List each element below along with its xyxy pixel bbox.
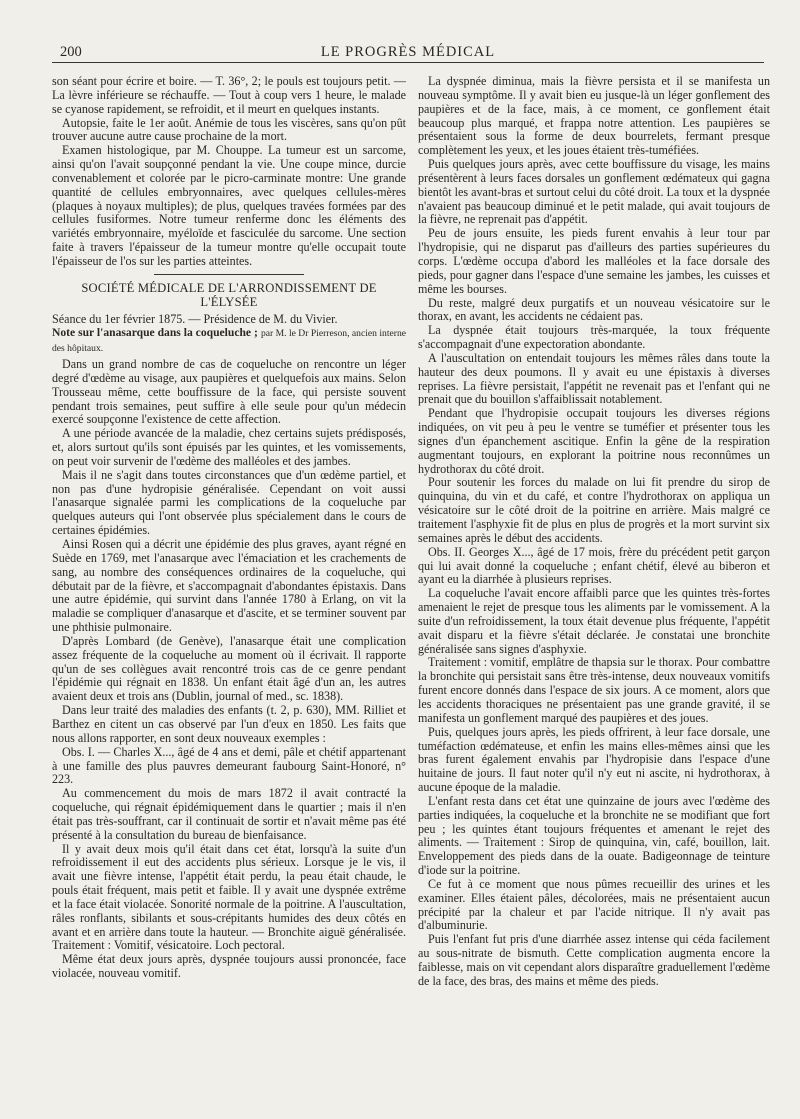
paragraph: Peu de jours ensuite, les pieds furent envahis à leur tour par l'hydropisie, qui ne disparut pas d'ailleurs des parties supérieures du corps. L'œdème occupa d'abord les malléoles et la face dorsale des pieds, pour gagner dans l'espace d'une semaine les jambes, les cuisses et même les bourses. xyxy=(418,226,770,296)
paragraph: Ce fut à ce moment que nous pûmes recueillir des urines et les examiner. Elles étaient pâles, décolorées, mais ne présentaient aucun précipité par la chaleur et par l'acide nitrique. Il n'y avait pas d'albuminurie. xyxy=(418,876,770,933)
right-column xyxy=(418,75,770,989)
left-column xyxy=(52,75,406,981)
paragraph: Traitement : vomitif, emplâtre de thapsia sur le thorax. Pour combattre la bronchite qui persistait sans être très-intense, deux nouveaux vomitifs furent encore donnés dans l'espace de six jours. A ce moment, alors que les accidents thoraciques ne présentaient pas une grande gravité, il se manifesta un gonflement marqué des paupières et des joues. xyxy=(418,655,770,725)
paragraph: Puis l'enfant fut pris d'une diarrhée assez intense qui céda facilement au sous-nitrate de bismuth. Cette complication augmenta encore la faiblesse, mais on vit cependant alors disparaître graduellement l'œdème de la face, des bras, des mains et même des pieds. xyxy=(418,932,770,988)
page-header xyxy=(52,38,764,63)
paragraph: Dans un grand nombre de cas de coqueluche on rencontre un léger degré d'œdème au visage, aux paupières et quelquefois aux mains. Selon Trousseau même, cette bouffissure de la face, qui persiste souvent pendant trois semaines, peut suffire à elle seule pour qu'un médecin exercé soupçonne l'existence de cette affection. xyxy=(52,357,406,427)
paragraph: Examen histologique, par M. Chouppe. La tumeur est un sarcome, ainsi qu'on l'avait soupçonné pendant la vie. Une coupe mince, durcie convenablement et colorée par le picro-carminate montre: Une grande quantité de cellules embryonnaires, avec quelques cellules-mères (plaques à noyaux multiples); de plus, quelques travées formées par des cellules fusiformes. Notre tumeur renferme donc les éléments des variétés embryonnaire, myéloïde et fasciculée du sarcome. Une section faite à travers l'épaisseur de la tumeur montre qu'elle occupait toute l'épaisseur de l'os sur les parties atteintes. xyxy=(52,143,406,268)
section-divider xyxy=(154,274,304,275)
note-heading xyxy=(52,326,406,356)
paragraph: son séant pour écrire et boire. — T. 36°, 2; le pouls est toujours petit. — La lèvre inférieure se réchauffe. — Tout à coup vers 1 heure, le malade se cyanose rapidement, se refroidit, et il meurt en quelques instants. xyxy=(52,74,406,116)
paragraph: A une période avancée de la maladie, chez certains sujets prédisposés, et, alors surtout qu'ils sont épuisés par les quintes, et les vomissements, on peut voir survenir de l'œdème des malléoles et des jambes. xyxy=(52,426,406,468)
paragraph: L'enfant resta dans cet état une quinzaine de jours avec l'œdème des parties indiquées, la coqueluche et la bronchite ne se modifiant que fort peu ; les quintes étant toujours fréquentes et amenant le rejet des aliments. — Traitement : Sirop de quinquina, vin, café, bouillon, lait. Enveloppement des pieds dans de la ouate. Badigeonnage de teinture d'iode sur la poitrine. xyxy=(418,793,770,878)
paragraph: Puis quelques jours après, avec cette bouffissure du visage, les mains présentèrent à leurs faces dorsales un gonflement œdémateux qui gagna bientôt les avant-bras et surtout celui du côté droit. La toux et la dyspnée n'avaient pas beaucoup diminué et le petit malade, qui avait toujours de la fièvre, ne reprenait pas d'appétit. xyxy=(418,157,770,227)
paragraph: Obs. I. — Charles X..., âgé de 4 ans et demi, pâle et chétif appartenant à une famille des plus pauvres demeurant faubourg Saint-Honoré, n° 223. xyxy=(52,744,406,787)
note-author: par M. le Dr Pierreson, ancien interne des hôpitaux. xyxy=(52,328,407,355)
journal-title: LE PROGRÈS MÉDICAL xyxy=(320,44,496,60)
paragraph: Pendant que l'hydropisie occupait toujours les diverses régions indiquées, on vit peu à peu le ventre se tuméfier et présenter tous les signes d'un épanchement ascitique. Enfin la gêne de la respiration augmentant toujours, en explorant la poitrine nous reconnûmes un hydrothorax du côté droit. xyxy=(418,406,770,476)
paragraph: Au commencement du mois de mars 1872 il avait contracté la coqueluche, qui régnait épidémiquement dans le quartier ; mais il n'en était pas très-souffrant, car il continuait de sortir et n'avait même pas été présenté à la consultation du bureau de bienfaisance. xyxy=(52,786,406,842)
session-line: Séance du 1er février 1875. — Présidence de M. du Vivier. xyxy=(52,311,338,326)
page-number: 200 xyxy=(60,44,82,60)
paragraph: A l'auscultation on entendait toujours les mêmes râles dans toute la hauteur des deux poumons. Il y avait eu une épistaxis à diverses reprises. La fièvre persistait, l'appétit ne revenait pas et l'enfant qui ne prenait que du bouillon s'affaiblissait notablement. xyxy=(418,350,770,407)
paragraph: Puis, quelques jours après, les pieds offrirent, à leur face dorsale, une tuméfaction œdémateuse, et enfin les mains elles-mêmes ainsi que les bras furent également envahis par l'hydropisie dans l'espace d'une huitaine de jours. Il faut noter qu'il n'y eut ni ascite, ni hydrothorax, à aucune époque de la maladie. xyxy=(418,724,770,795)
paragraph: Obs. II. Georges X..., âgé de 17 mois, frère du précédent petit garçon qui lui avait donné la coqueluche ; enfant chétif, élevé au biberon et ayant eu la diarrhée à plusieurs reprises. xyxy=(418,544,770,587)
note-title: Note sur l'anasarque dans la coqueluche ; xyxy=(52,326,258,340)
paragraph: La dyspnée diminua, mais la fièvre persista et il se manifesta un nouveau symptôme. Il y avait bien eu jusque-là un léger gonflement des paupières et de la face, mais, à ce moment, ce gonflement était beaucoup plus marqué, et frappa notre attention. Les paupières se présentaient sous la forme de deux bourrelets, fermant presque complètement les yeux, et les joues étaient très-tuméfiées. xyxy=(418,74,770,158)
paragraph: Ainsi Rosen qui a décrit une épidémie des plus graves, ayant régné en Suède en 1769, met l'anasarque avec l'émaciation et les crachements de sang, au nombre des conséquences ordinaires de la coqueluche, qui débutait par de la fièvre, et s'accompagnait d'abondantes épistaxis. Dans une autre épidémie, qui survint dans l'année 1780 à Erlang, on vit la maladie se compliquer d'anasarque et d'ascite, et se terminer souvent par une phthisie pulmonaire. xyxy=(52,537,406,635)
paragraph: Du reste, malgré deux purgatifs et un nouveau vésicatoire sur le thorax, en avant, les accidents ne cédaient pas. xyxy=(418,295,770,324)
paragraph: Pour soutenir les forces du malade on lui fit prendre du sirop de quinquina, du vin et du café, et contre l'hydrothorax on appliqua un vésicatoire sur le côté droit de la poitrine en arrière. Mais malgré ce traitement l'asphyxie fit de plus en plus de progrès et la mort survint six semaines après le début des accidents. xyxy=(418,475,770,545)
paragraph: Mais il ne s'agit dans toutes circonstances que d'un œdème partiel, et non pas d'une hydropisie généralisée. Cependant on voit aussi l'anasarque signalée parmi les complications de la coqueluche par quelques auteurs qui l'ont observée plus spécialement dans le cours de certaines épidémies. xyxy=(52,467,406,538)
paragraph: Il y avait deux mois qu'il était dans cet état, lorsqu'à la suite d'un refroidissement il eut des accidents plus sérieux. Lorsque je le vis, il avait une fièvre intense, l'appétit était perdu, la peau était chaude, le pouls était fréquent, mais petit et faible. Il y avait une dyspnée extrême et la face était violacée. Sonorité normale de la poitrine. A l'auscultation, râles ronflants, sibilants et sous-crépitants humides des deux côtés en avant et en arrière dans toute la hauteur. — Bronchite aiguë généralisée. Traitement : Vomitif, vésicatoire. Loch pectoral. xyxy=(52,841,406,953)
society-heading: SOCIÉTÉ MÉDICALE DE L'ARRONDISSEMENT DE L'ÉLYSÉE xyxy=(81,280,377,309)
paragraph: Autopsie, faite le 1er août. Anémie de tous les viscères, sans qu'on pût trouver aucune autre cause prochaine de la mort. xyxy=(52,115,406,144)
paragraph: Même état deux jours après, dyspnée toujours aussi prononcée, face violacée, nouveau vomitif. xyxy=(52,952,406,981)
paragraph: D'après Lombard (de Genève), l'anasarque était une complication assez fréquente de la coqueluche au moment où il écrivait. Il rapporte qu'un de ses collègues avait rencontré trois cas de ce genre pendant l'épidémie qui régnait en 1838. Un enfant était âgé d'un an, les autres avaient deux et trois ans (Dublin, journal of med., sc. 1838). xyxy=(52,633,406,704)
paragraph: La dyspnée était toujours très-marquée, la toux fréquente s'accompagnait d'une expectoration abondante. xyxy=(418,323,770,352)
paragraph: Dans leur traité des maladies des enfants (t. 2, p. 630), MM. Rilliet et Barthez en citent un cas observé par l'un d'eux en 1850. Les faits que nous allons rapporter, en sont deux nouveaux exemples : xyxy=(52,703,406,745)
paragraph: La coqueluche l'avait encore affaibli parce que les quintes très-fortes amenaient le rejet de presque tous les aliments par le vomissement. A la suite d'un refroidissement, la toux était devenue plus fréquente, l'appétit avait disparu et la fièvre s'était déclarée. Je constatai une bronchite généralisée sans signes d'asphyxie. xyxy=(418,586,770,656)
